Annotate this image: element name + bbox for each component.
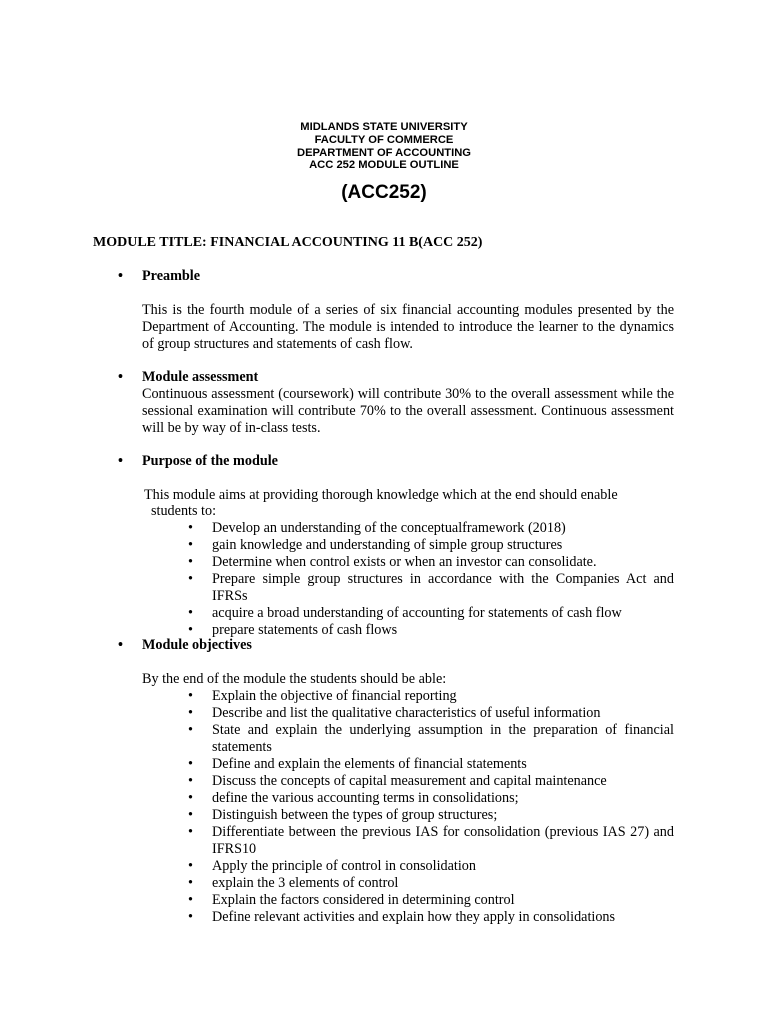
preamble-heading-text: Preamble bbox=[142, 268, 201, 284]
purpose-intro-line2: students to: bbox=[151, 503, 217, 519]
list-item: • Define relevant activities and explain how they apply in consolidations bbox=[188, 909, 616, 925]
list-item: • Prepare simple group structures in accordance with the Companies Act and IFRSs bbox=[188, 571, 674, 604]
assessment-heading bbox=[118, 369, 258, 386]
document-header bbox=[0, 121, 768, 172]
department-name: DEPARTMENT OF ACCOUNTING bbox=[296, 146, 472, 159]
preamble-heading bbox=[118, 268, 200, 285]
bullet: • bbox=[118, 268, 123, 284]
university-name: MIDLANDS STATE UNIVERSITY bbox=[300, 121, 468, 133]
list-item: • Apply the principle of control in consolidation bbox=[188, 858, 476, 874]
faculty-name: FACULTY OF COMMERCE bbox=[314, 133, 454, 146]
purpose-intro-line1: This module aims at providing thorough knowledge which at the end should enable bbox=[144, 487, 618, 503]
objectives-heading-text: Module objectives bbox=[142, 637, 252, 653]
bullet: • bbox=[118, 369, 123, 385]
objectives-intro: By the end of the module the students should be able: bbox=[142, 671, 447, 687]
preamble-text: This is the fourth module of a series of six financial accounting modules presented by the Department of Accounting. The module is intended to introduce the learner to the dynamics of group structures and statements of cash flow. bbox=[142, 302, 674, 352]
list-item: • Explain the factors considered in determining control bbox=[188, 892, 515, 908]
list-item: • Determine when control exists or when an investor can consolidate. bbox=[188, 554, 597, 570]
purpose-heading bbox=[118, 453, 278, 470]
list-item: • prepare statements of cash flows bbox=[188, 622, 398, 638]
list-item: • Develop an understanding of the conceptualframework (2018) bbox=[188, 520, 566, 536]
list-item: • define the various accounting terms in consolidations; bbox=[188, 790, 519, 806]
objectives-heading bbox=[118, 637, 252, 654]
assessment-heading-text: Module assessment bbox=[142, 369, 259, 385]
bullet: • bbox=[118, 637, 123, 653]
list-item: • Differentiate between the previous IAS for consolidation (previous IAS 27) and IFRS10 bbox=[188, 824, 674, 857]
list-item: • Define and explain the elements of financial statements bbox=[188, 756, 527, 772]
list-item: • Distinguish between the types of group structures; bbox=[188, 807, 498, 823]
list-item: • gain knowledge and understanding of simple group structures bbox=[188, 537, 563, 553]
assessment-text: Continuous assessment (coursework) will contribute 30% to the overall assessment while the sessional examination will contribute 70% to the overall assessment. Continuous assessment will be by way of in-class tests. bbox=[142, 386, 674, 436]
list-item: • Discuss the concepts of capital measurement and capital maintenance bbox=[188, 773, 607, 789]
list-item: • explain the 3 elements of control bbox=[188, 875, 399, 891]
bullet: • bbox=[118, 453, 123, 469]
list-item: • State and explain the underlying assumption in the preparation of financial statements bbox=[188, 722, 674, 755]
objectives-list bbox=[188, 688, 674, 926]
list-item: • acquire a broad understanding of accounting for statements of cash flow bbox=[188, 605, 622, 621]
module-code: (ACC252) bbox=[341, 182, 427, 203]
outline-title: ACC 252 MODULE OUTLINE bbox=[309, 159, 459, 172]
list-item: • Describe and list the qualitative characteristics of useful information bbox=[188, 705, 601, 721]
purpose-heading-text: Purpose of the module bbox=[142, 453, 278, 469]
list-item: • Explain the objective of financial reporting bbox=[188, 688, 457, 704]
module-title: MODULE TITLE: FINANCIAL ACCOUNTING 11 B(ACC 252) bbox=[93, 235, 483, 250]
purpose-list bbox=[188, 520, 674, 639]
